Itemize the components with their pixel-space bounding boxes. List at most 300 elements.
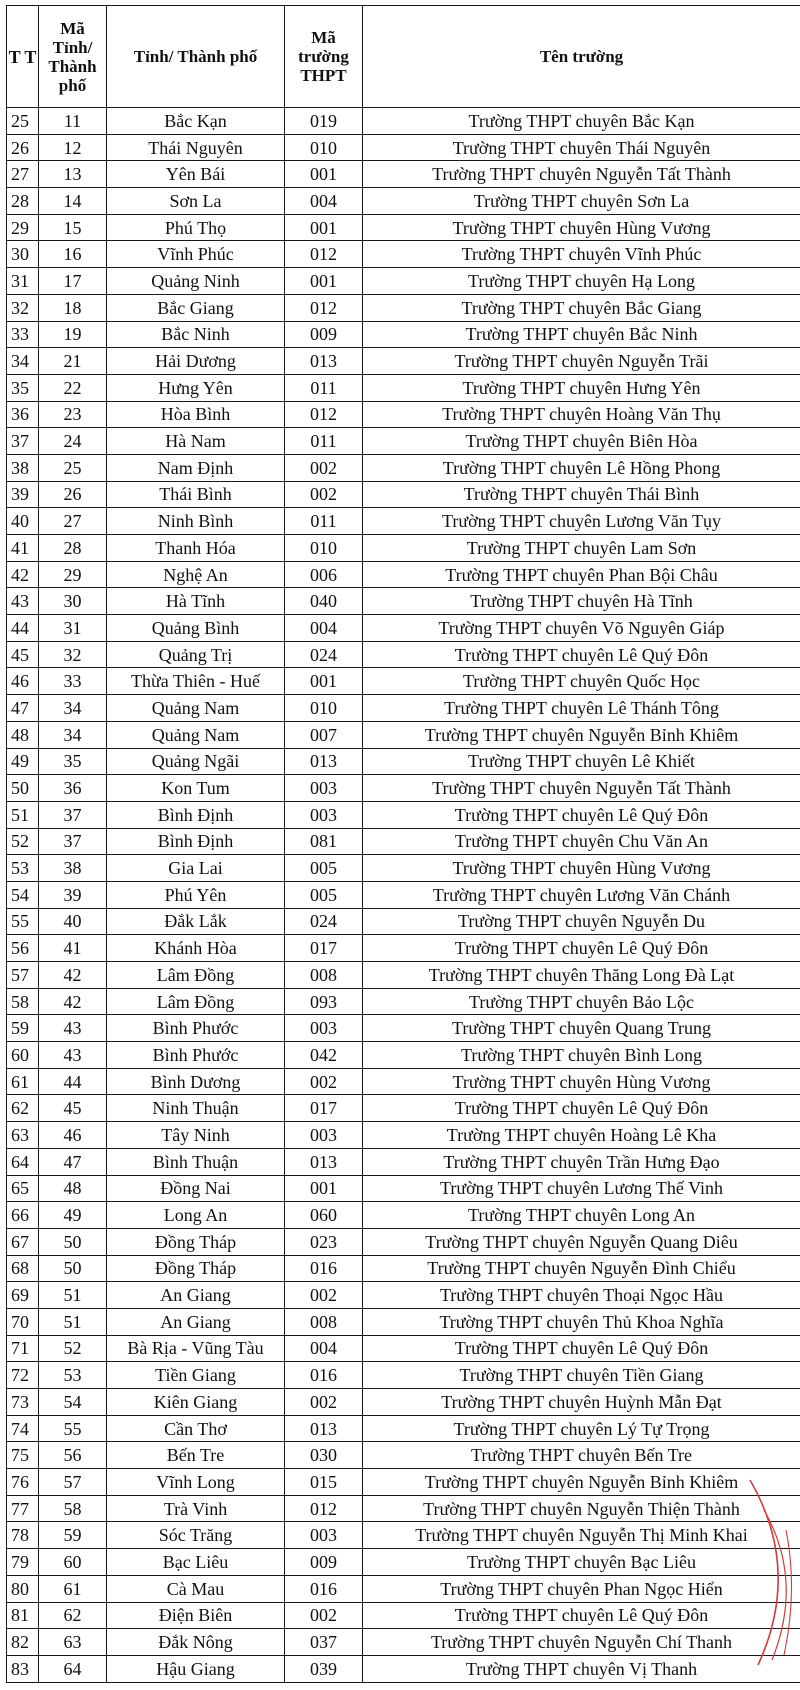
- cell-ma-truong: 039: [285, 1655, 363, 1682]
- cell-tt: 68: [7, 1255, 39, 1282]
- cell-ma-tinh: 18: [39, 294, 107, 321]
- cell-ten-truong: Trường THPT chuyên Bạc Liêu: [363, 1549, 800, 1576]
- cell-tinh: Hà Nam: [107, 428, 285, 455]
- cell-tinh: Tây Ninh: [107, 1122, 285, 1149]
- cell-ma-truong: 009: [285, 321, 363, 348]
- cell-ten-truong: Trường THPT chuyên Hà Tĩnh: [363, 588, 800, 615]
- cell-ma-tinh: 32: [39, 641, 107, 668]
- cell-ma-tinh: 43: [39, 1042, 107, 1069]
- table-row: [7, 348, 800, 375]
- cell-ten-truong: Trường THPT chuyên Hưng Yên: [363, 374, 800, 401]
- cell-ma-truong: 001: [285, 668, 363, 695]
- cell-ma-tinh: 53: [39, 1362, 107, 1389]
- cell-tinh: Nam Định: [107, 454, 285, 481]
- cell-ma-tinh: 50: [39, 1255, 107, 1282]
- cell-ten-truong: Trường THPT chuyên Lê Hồng Phong: [363, 454, 800, 481]
- cell-ma-truong: 013: [285, 748, 363, 775]
- cell-ma-truong: 017: [285, 935, 363, 962]
- cell-ma-truong: 012: [285, 1495, 363, 1522]
- cell-ten-truong: Trường THPT chuyên Hùng Vương: [363, 1068, 800, 1095]
- cell-ten-truong: Trường THPT chuyên Sơn La: [363, 188, 800, 215]
- cell-tinh: Quảng Nam: [107, 695, 285, 722]
- cell-tinh: Bình Phước: [107, 1042, 285, 1069]
- cell-ten-truong: Trường THPT chuyên Hùng Vương: [363, 214, 800, 241]
- cell-ten-truong: Trường THPT chuyên Biên Hòa: [363, 428, 800, 455]
- cell-ma-tinh: 23: [39, 401, 107, 428]
- cell-ma-tinh: 34: [39, 721, 107, 748]
- cell-tt: 28: [7, 188, 39, 215]
- cell-ten-truong: Trường THPT chuyên Thủ Khoa Nghĩa: [363, 1308, 800, 1335]
- table-row: [7, 801, 800, 828]
- cell-tt: 72: [7, 1362, 39, 1389]
- cell-ten-truong: Trường THPT chuyên Bình Long: [363, 1042, 800, 1069]
- table-row: [7, 1282, 800, 1309]
- cell-ma-tinh: 46: [39, 1122, 107, 1149]
- cell-ma-truong: 060: [285, 1202, 363, 1229]
- cell-ma-truong: 081: [285, 828, 363, 855]
- cell-ma-truong: 001: [285, 268, 363, 295]
- cell-tt: 78: [7, 1522, 39, 1549]
- cell-ten-truong: Trường THPT chuyên Nguyễn Quang Diêu: [363, 1228, 800, 1255]
- cell-ten-truong: Trường THPT chuyên Phan Ngọc Hiển: [363, 1575, 800, 1602]
- table-row: [7, 401, 800, 428]
- cell-ma-tinh: 29: [39, 561, 107, 588]
- cell-tt: 40: [7, 508, 39, 535]
- cell-tinh: Bình Thuận: [107, 1148, 285, 1175]
- cell-tt: 44: [7, 615, 39, 642]
- cell-ma-truong: 011: [285, 428, 363, 455]
- cell-ten-truong: Trường THPT chuyên Nguyễn Chí Thanh: [363, 1629, 800, 1656]
- cell-tt: 77: [7, 1495, 39, 1522]
- cell-ma-tinh: 34: [39, 695, 107, 722]
- cell-tt: 42: [7, 561, 39, 588]
- cell-ma-tinh: 55: [39, 1415, 107, 1442]
- table-row: [7, 1442, 800, 1469]
- cell-tt: 63: [7, 1122, 39, 1149]
- cell-ten-truong: Trường THPT chuyên Nguyễn Du: [363, 908, 800, 935]
- cell-tinh: Tiền Giang: [107, 1362, 285, 1389]
- cell-tinh: Vĩnh Phúc: [107, 241, 285, 268]
- cell-ma-truong: 010: [285, 535, 363, 562]
- cell-ma-tinh: 24: [39, 428, 107, 455]
- cell-tt: 71: [7, 1335, 39, 1362]
- cell-ten-truong: Trường THPT chuyên Thái Nguyên: [363, 134, 800, 161]
- cell-tt: 46: [7, 668, 39, 695]
- cell-tt: 81: [7, 1602, 39, 1629]
- cell-tt: 54: [7, 881, 39, 908]
- school-table: [6, 5, 800, 1683]
- cell-tt: 59: [7, 1015, 39, 1042]
- cell-ma-tinh: 36: [39, 775, 107, 802]
- cell-ma-tinh: 51: [39, 1282, 107, 1309]
- table-row: [7, 988, 800, 1015]
- table-row: [7, 454, 800, 481]
- cell-ma-truong: 004: [285, 615, 363, 642]
- cell-ten-truong: Trường THPT chuyên Hạ Long: [363, 268, 800, 295]
- cell-ten-truong: Trường THPT chuyên Lê Quý Đôn: [363, 1095, 800, 1122]
- cell-tinh: Sóc Trăng: [107, 1522, 285, 1549]
- cell-ten-truong: Trường THPT chuyên Vị Thanh: [363, 1655, 800, 1682]
- cell-ten-truong: Trường THPT chuyên Nguyễn Tất Thành: [363, 161, 800, 188]
- cell-ten-truong: Trường THPT chuyên Lê Quý Đôn: [363, 641, 800, 668]
- cell-ten-truong: Trường THPT chuyên Long An: [363, 1202, 800, 1229]
- cell-ma-truong: 003: [285, 801, 363, 828]
- cell-ma-truong: 013: [285, 1148, 363, 1175]
- table-row: [7, 748, 800, 775]
- table-row: [7, 1255, 800, 1282]
- cell-ten-truong: Trường THPT chuyên Bắc Kạn: [363, 108, 800, 135]
- cell-ma-truong: 002: [285, 454, 363, 481]
- table-row: [7, 935, 800, 962]
- cell-ten-truong: Trường THPT chuyên Trần Hưng Đạo: [363, 1148, 800, 1175]
- cell-tinh: Trà Vinh: [107, 1495, 285, 1522]
- cell-ten-truong: Trường THPT chuyên Lê Quý Đôn: [363, 801, 800, 828]
- table-row: [7, 294, 800, 321]
- cell-tinh: Đắk Nông: [107, 1629, 285, 1656]
- cell-tt: 48: [7, 721, 39, 748]
- table-row: [7, 428, 800, 455]
- cell-tt: 36: [7, 401, 39, 428]
- cell-tt: 38: [7, 454, 39, 481]
- table-row: [7, 1122, 800, 1149]
- table-row: [7, 1415, 800, 1442]
- cell-ten-truong: Trường THPT chuyên Lê Quý Đôn: [363, 1335, 800, 1362]
- cell-tt: 67: [7, 1228, 39, 1255]
- cell-ma-tinh: 37: [39, 828, 107, 855]
- cell-tt: 61: [7, 1068, 39, 1095]
- cell-tt: 25: [7, 108, 39, 135]
- cell-ma-tinh: 60: [39, 1549, 107, 1576]
- cell-ma-tinh: 26: [39, 481, 107, 508]
- cell-tinh: An Giang: [107, 1308, 285, 1335]
- table-row: [7, 561, 800, 588]
- cell-ten-truong: Trường THPT chuyên Võ Nguyên Giáp: [363, 615, 800, 642]
- table-row: [7, 1469, 800, 1496]
- cell-ma-tinh: 63: [39, 1629, 107, 1656]
- table-row: [7, 535, 800, 562]
- cell-ma-truong: 012: [285, 401, 363, 428]
- cell-tinh: Bến Tre: [107, 1442, 285, 1469]
- cell-tt: 30: [7, 241, 39, 268]
- table-row: [7, 1495, 800, 1522]
- cell-tt: 32: [7, 294, 39, 321]
- cell-ma-truong: 016: [285, 1362, 363, 1389]
- cell-tt: 52: [7, 828, 39, 855]
- cell-ma-truong: 003: [285, 775, 363, 802]
- table-row: [7, 775, 800, 802]
- cell-tinh: Đồng Tháp: [107, 1228, 285, 1255]
- cell-ma-tinh: 28: [39, 535, 107, 562]
- cell-tt: 31: [7, 268, 39, 295]
- cell-ten-truong: Trường THPT chuyên Lý Tự Trọng: [363, 1415, 800, 1442]
- cell-ma-tinh: 21: [39, 348, 107, 375]
- cell-ma-truong: 003: [285, 1522, 363, 1549]
- cell-ma-tinh: 31: [39, 615, 107, 642]
- cell-ten-truong: Trường THPT chuyên Nguyễn Bỉnh Khiêm: [363, 721, 800, 748]
- table-row: [7, 481, 800, 508]
- cell-ma-truong: 037: [285, 1629, 363, 1656]
- cell-tt: 45: [7, 641, 39, 668]
- cell-tt: 75: [7, 1442, 39, 1469]
- cell-ten-truong: Trường THPT chuyên Thăng Long Đà Lạt: [363, 962, 800, 989]
- cell-tinh: Bình Định: [107, 828, 285, 855]
- cell-tt: 34: [7, 348, 39, 375]
- cell-ma-tinh: 30: [39, 588, 107, 615]
- cell-ten-truong: Trường THPT chuyên Nguyễn Tất Thành: [363, 775, 800, 802]
- table-row: [7, 1202, 800, 1229]
- cell-ma-truong: 019: [285, 108, 363, 135]
- cell-tinh: Quảng Bình: [107, 615, 285, 642]
- cell-ten-truong: Trường THPT chuyên Bắc Ninh: [363, 321, 800, 348]
- cell-tinh: Thanh Hóa: [107, 535, 285, 562]
- table-row: [7, 1175, 800, 1202]
- cell-tinh: Thái Nguyên: [107, 134, 285, 161]
- cell-ten-truong: Trường THPT chuyên Phan Bội Châu: [363, 561, 800, 588]
- cell-ma-truong: 042: [285, 1042, 363, 1069]
- cell-ma-truong: 013: [285, 348, 363, 375]
- cell-tt: 47: [7, 695, 39, 722]
- cell-ma-tinh: 42: [39, 962, 107, 989]
- cell-ma-tinh: 56: [39, 1442, 107, 1469]
- cell-ma-tinh: 61: [39, 1575, 107, 1602]
- table-row: [7, 161, 800, 188]
- cell-tinh: Hà Tĩnh: [107, 588, 285, 615]
- table-row: [7, 1095, 800, 1122]
- cell-tt: 66: [7, 1202, 39, 1229]
- cell-ma-tinh: 33: [39, 668, 107, 695]
- cell-ma-tinh: 38: [39, 855, 107, 882]
- cell-ten-truong: Trường THPT chuyên Nguyễn Thiện Thành: [363, 1495, 800, 1522]
- cell-tt: 29: [7, 214, 39, 241]
- cell-tinh: Phú Thọ: [107, 214, 285, 241]
- cell-tt: 37: [7, 428, 39, 455]
- cell-ma-truong: 008: [285, 1308, 363, 1335]
- cell-tinh: Quảng Ninh: [107, 268, 285, 295]
- cell-tinh: Ninh Bình: [107, 508, 285, 535]
- table-row: [7, 1042, 800, 1069]
- cell-ten-truong: Trường THPT chuyên Lê Thánh Tông: [363, 695, 800, 722]
- cell-ma-truong: 007: [285, 721, 363, 748]
- cell-tt: 76: [7, 1469, 39, 1496]
- table-row: [7, 1549, 800, 1576]
- document-page: [6, 5, 800, 1683]
- header-ten-truong: Tên trường: [363, 6, 800, 108]
- cell-ma-tinh: 40: [39, 908, 107, 935]
- cell-ma-truong: 008: [285, 962, 363, 989]
- cell-tinh: Thừa Thiên - Huế: [107, 668, 285, 695]
- cell-tt: 50: [7, 775, 39, 802]
- cell-ma-tinh: 13: [39, 161, 107, 188]
- cell-ma-truong: 002: [285, 1602, 363, 1629]
- cell-ma-truong: 012: [285, 241, 363, 268]
- cell-ma-tinh: 16: [39, 241, 107, 268]
- cell-tinh: Bắc Giang: [107, 294, 285, 321]
- cell-tinh: Vĩnh Long: [107, 1469, 285, 1496]
- cell-tinh: Quảng Ngãi: [107, 748, 285, 775]
- cell-tt: 82: [7, 1629, 39, 1656]
- table-row: [7, 721, 800, 748]
- cell-tinh: Yên Bái: [107, 161, 285, 188]
- table-row: [7, 641, 800, 668]
- cell-ma-truong: 024: [285, 908, 363, 935]
- table-row: [7, 1015, 800, 1042]
- cell-tt: 27: [7, 161, 39, 188]
- cell-ten-truong: Trường THPT chuyên Quang Trung: [363, 1015, 800, 1042]
- cell-ma-tinh: 50: [39, 1228, 107, 1255]
- cell-ma-truong: 002: [285, 1389, 363, 1416]
- cell-ma-tinh: 39: [39, 881, 107, 908]
- cell-ma-truong: 003: [285, 1015, 363, 1042]
- table-row: [7, 1068, 800, 1095]
- cell-ma-truong: 011: [285, 374, 363, 401]
- cell-ma-tinh: 42: [39, 988, 107, 1015]
- cell-ma-tinh: 51: [39, 1308, 107, 1335]
- cell-ten-truong: Trường THPT chuyên Lương Thế Vinh: [363, 1175, 800, 1202]
- table-row: [7, 214, 800, 241]
- cell-tt: 57: [7, 962, 39, 989]
- cell-ma-truong: 002: [285, 1068, 363, 1095]
- table-row: [7, 508, 800, 535]
- cell-tt: 69: [7, 1282, 39, 1309]
- cell-tinh: Quảng Nam: [107, 721, 285, 748]
- cell-tinh: Khánh Hòa: [107, 935, 285, 962]
- cell-tt: 53: [7, 855, 39, 882]
- cell-tinh: An Giang: [107, 1282, 285, 1309]
- cell-ma-tinh: 45: [39, 1095, 107, 1122]
- cell-ma-tinh: 14: [39, 188, 107, 215]
- cell-tt: 51: [7, 801, 39, 828]
- cell-ten-truong: Trường THPT chuyên Hoàng Văn Thụ: [363, 401, 800, 428]
- cell-tinh: Đồng Tháp: [107, 1255, 285, 1282]
- table-row: [7, 1575, 800, 1602]
- header-tt: T T: [7, 6, 39, 108]
- cell-ma-truong: 003: [285, 1122, 363, 1149]
- cell-ten-truong: Trường THPT chuyên Hoàng Lê Kha: [363, 1122, 800, 1149]
- table-row: [7, 374, 800, 401]
- cell-tinh: Lâm Đồng: [107, 988, 285, 1015]
- table-row: [7, 615, 800, 642]
- cell-ma-truong: 010: [285, 134, 363, 161]
- cell-ten-truong: Trường THPT chuyên Hùng Vương: [363, 855, 800, 882]
- table-row: [7, 1308, 800, 1335]
- cell-ma-tinh: 27: [39, 508, 107, 535]
- table-row: [7, 1602, 800, 1629]
- table-row: [7, 188, 800, 215]
- header-ma-tinh: Mã Tỉnh/ Thành phố: [39, 6, 107, 108]
- cell-tt: 33: [7, 321, 39, 348]
- cell-ma-tinh: 57: [39, 1469, 107, 1496]
- cell-tt: 65: [7, 1175, 39, 1202]
- cell-ten-truong: Trường THPT chuyên Nguyễn Bỉnh Khiêm: [363, 1469, 800, 1496]
- cell-ma-truong: 016: [285, 1255, 363, 1282]
- table-row: [7, 668, 800, 695]
- cell-ma-truong: 002: [285, 481, 363, 508]
- cell-tinh: Nghệ An: [107, 561, 285, 588]
- cell-ma-tinh: 48: [39, 1175, 107, 1202]
- cell-tt: 58: [7, 988, 39, 1015]
- cell-ma-tinh: 19: [39, 321, 107, 348]
- cell-tt: 60: [7, 1042, 39, 1069]
- cell-ma-truong: 012: [285, 294, 363, 321]
- cell-ten-truong: Trường THPT chuyên Huỳnh Mẫn Đạt: [363, 1389, 800, 1416]
- cell-ten-truong: Trường THPT chuyên Bảo Lộc: [363, 988, 800, 1015]
- cell-ma-truong: 017: [285, 1095, 363, 1122]
- cell-ma-tinh: 12: [39, 134, 107, 161]
- cell-ma-tinh: 49: [39, 1202, 107, 1229]
- cell-tinh: Bà Rịa - Vũng Tàu: [107, 1335, 285, 1362]
- header-tinh: Tỉnh/ Thành phố: [107, 6, 285, 108]
- cell-ten-truong: Trường THPT chuyên Lương Văn Chánh: [363, 881, 800, 908]
- table-row: [7, 1362, 800, 1389]
- cell-tt: 70: [7, 1308, 39, 1335]
- cell-tinh: Kiên Giang: [107, 1389, 285, 1416]
- cell-tt: 79: [7, 1549, 39, 1576]
- cell-ma-truong: 004: [285, 1335, 363, 1362]
- table-row: [7, 828, 800, 855]
- table-row: [7, 1389, 800, 1416]
- cell-ma-truong: 005: [285, 855, 363, 882]
- cell-ma-truong: 004: [285, 188, 363, 215]
- header-ma-truong: Mã trường THPT: [285, 6, 363, 108]
- cell-tinh: Bình Định: [107, 801, 285, 828]
- cell-tinh: Hải Dương: [107, 348, 285, 375]
- cell-tinh: Hưng Yên: [107, 374, 285, 401]
- cell-tt: 56: [7, 935, 39, 962]
- cell-ten-truong: Trường THPT chuyên Bến Tre: [363, 1442, 800, 1469]
- table-row: [7, 1335, 800, 1362]
- table-row: [7, 855, 800, 882]
- table-row: [7, 695, 800, 722]
- cell-ma-tinh: 37: [39, 801, 107, 828]
- cell-tinh: Bình Dương: [107, 1068, 285, 1095]
- cell-ma-truong: 013: [285, 1415, 363, 1442]
- cell-ten-truong: Trường THPT chuyên Tiền Giang: [363, 1362, 800, 1389]
- cell-ma-tinh: 59: [39, 1522, 107, 1549]
- cell-tinh: Cần Thơ: [107, 1415, 285, 1442]
- cell-ten-truong: Trường THPT chuyên Nguyễn Thị Minh Khai: [363, 1522, 800, 1549]
- cell-ma-tinh: 58: [39, 1495, 107, 1522]
- cell-ma-truong: 005: [285, 881, 363, 908]
- table-row: [7, 962, 800, 989]
- cell-tinh: Điện Biên: [107, 1602, 285, 1629]
- table-row: [7, 108, 800, 135]
- cell-ma-truong: 023: [285, 1228, 363, 1255]
- cell-ma-truong: 093: [285, 988, 363, 1015]
- cell-ma-truong: 001: [285, 214, 363, 241]
- cell-tinh: Đắk Lắk: [107, 908, 285, 935]
- cell-ten-truong: Trường THPT chuyên Chu Văn An: [363, 828, 800, 855]
- cell-ma-tinh: 22: [39, 374, 107, 401]
- cell-ma-truong: 006: [285, 561, 363, 588]
- cell-tinh: Long An: [107, 1202, 285, 1229]
- cell-ten-truong: Trường THPT chuyên Vĩnh Phúc: [363, 241, 800, 268]
- table-row: [7, 1629, 800, 1656]
- table-row: [7, 1655, 800, 1682]
- table-row: [7, 588, 800, 615]
- cell-tt: 49: [7, 748, 39, 775]
- cell-ma-truong: 040: [285, 588, 363, 615]
- cell-ma-truong: 024: [285, 641, 363, 668]
- cell-ma-tinh: 17: [39, 268, 107, 295]
- cell-tt: 39: [7, 481, 39, 508]
- cell-ma-tinh: 35: [39, 748, 107, 775]
- table-body: [7, 108, 800, 1683]
- cell-ten-truong: Trường THPT chuyên Quốc Học: [363, 668, 800, 695]
- cell-ten-truong: Trường THPT chuyên Thoại Ngọc Hầu: [363, 1282, 800, 1309]
- cell-ma-truong: 016: [285, 1575, 363, 1602]
- cell-ma-truong: 011: [285, 508, 363, 535]
- cell-ma-tinh: 52: [39, 1335, 107, 1362]
